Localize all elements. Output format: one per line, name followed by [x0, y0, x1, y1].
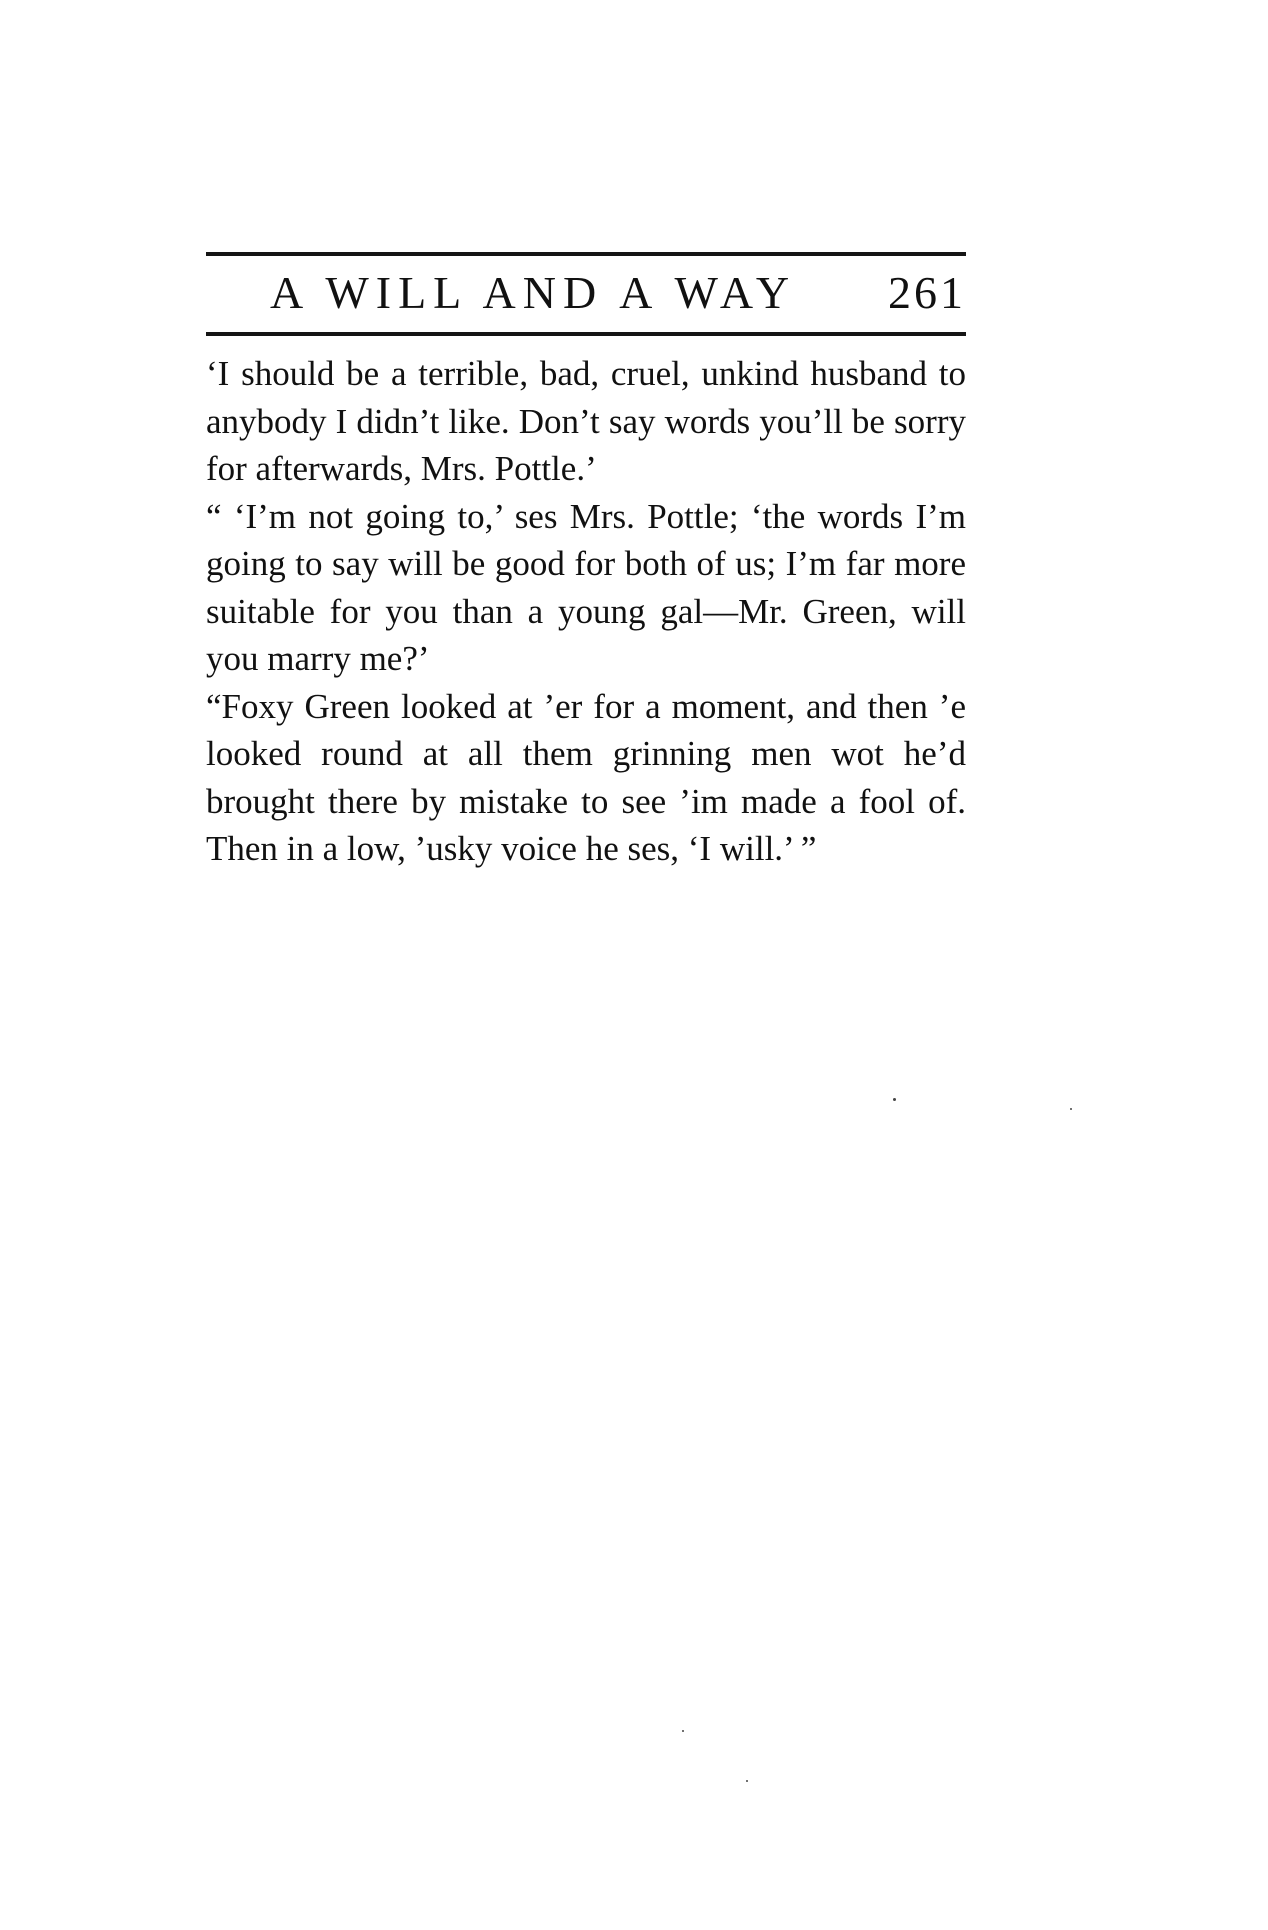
paragraph-2: “ ‘I’m not going to,’ ses Mrs. Pottle; ‘the words I’m going to say will be good for both of us; I’m far more suitable for you than a young gal—Mr. Green, will you marry me?’	[206, 496, 966, 678]
paragraph-3: “Foxy Green looked at ’er for a moment, and then ’e looked round at all them grinning men wot he’d brought there by mistake to see ’im made a fool of. Then in a low, ’usky voice he ses, ‘I will.’ ”	[206, 686, 966, 868]
header-bottom-rule	[206, 332, 966, 336]
running-title: A WILL AND A WAY	[270, 267, 797, 318]
scan-speck	[1070, 1108, 1072, 1110]
paragraph-1: ‘I should be a terrible, bad, cruel, unkind husband to anybody I didn’t like. Don’t say words you’ll be sorry for afterwards, Mrs. Pottle.’	[206, 354, 966, 488]
body-text	[206, 350, 966, 873]
scan-speck	[682, 1730, 684, 1732]
running-header	[206, 256, 966, 332]
page-number: 261	[888, 267, 966, 318]
scan-speck	[746, 1780, 748, 1782]
book-page	[206, 252, 966, 873]
scan-speck	[893, 1098, 896, 1101]
